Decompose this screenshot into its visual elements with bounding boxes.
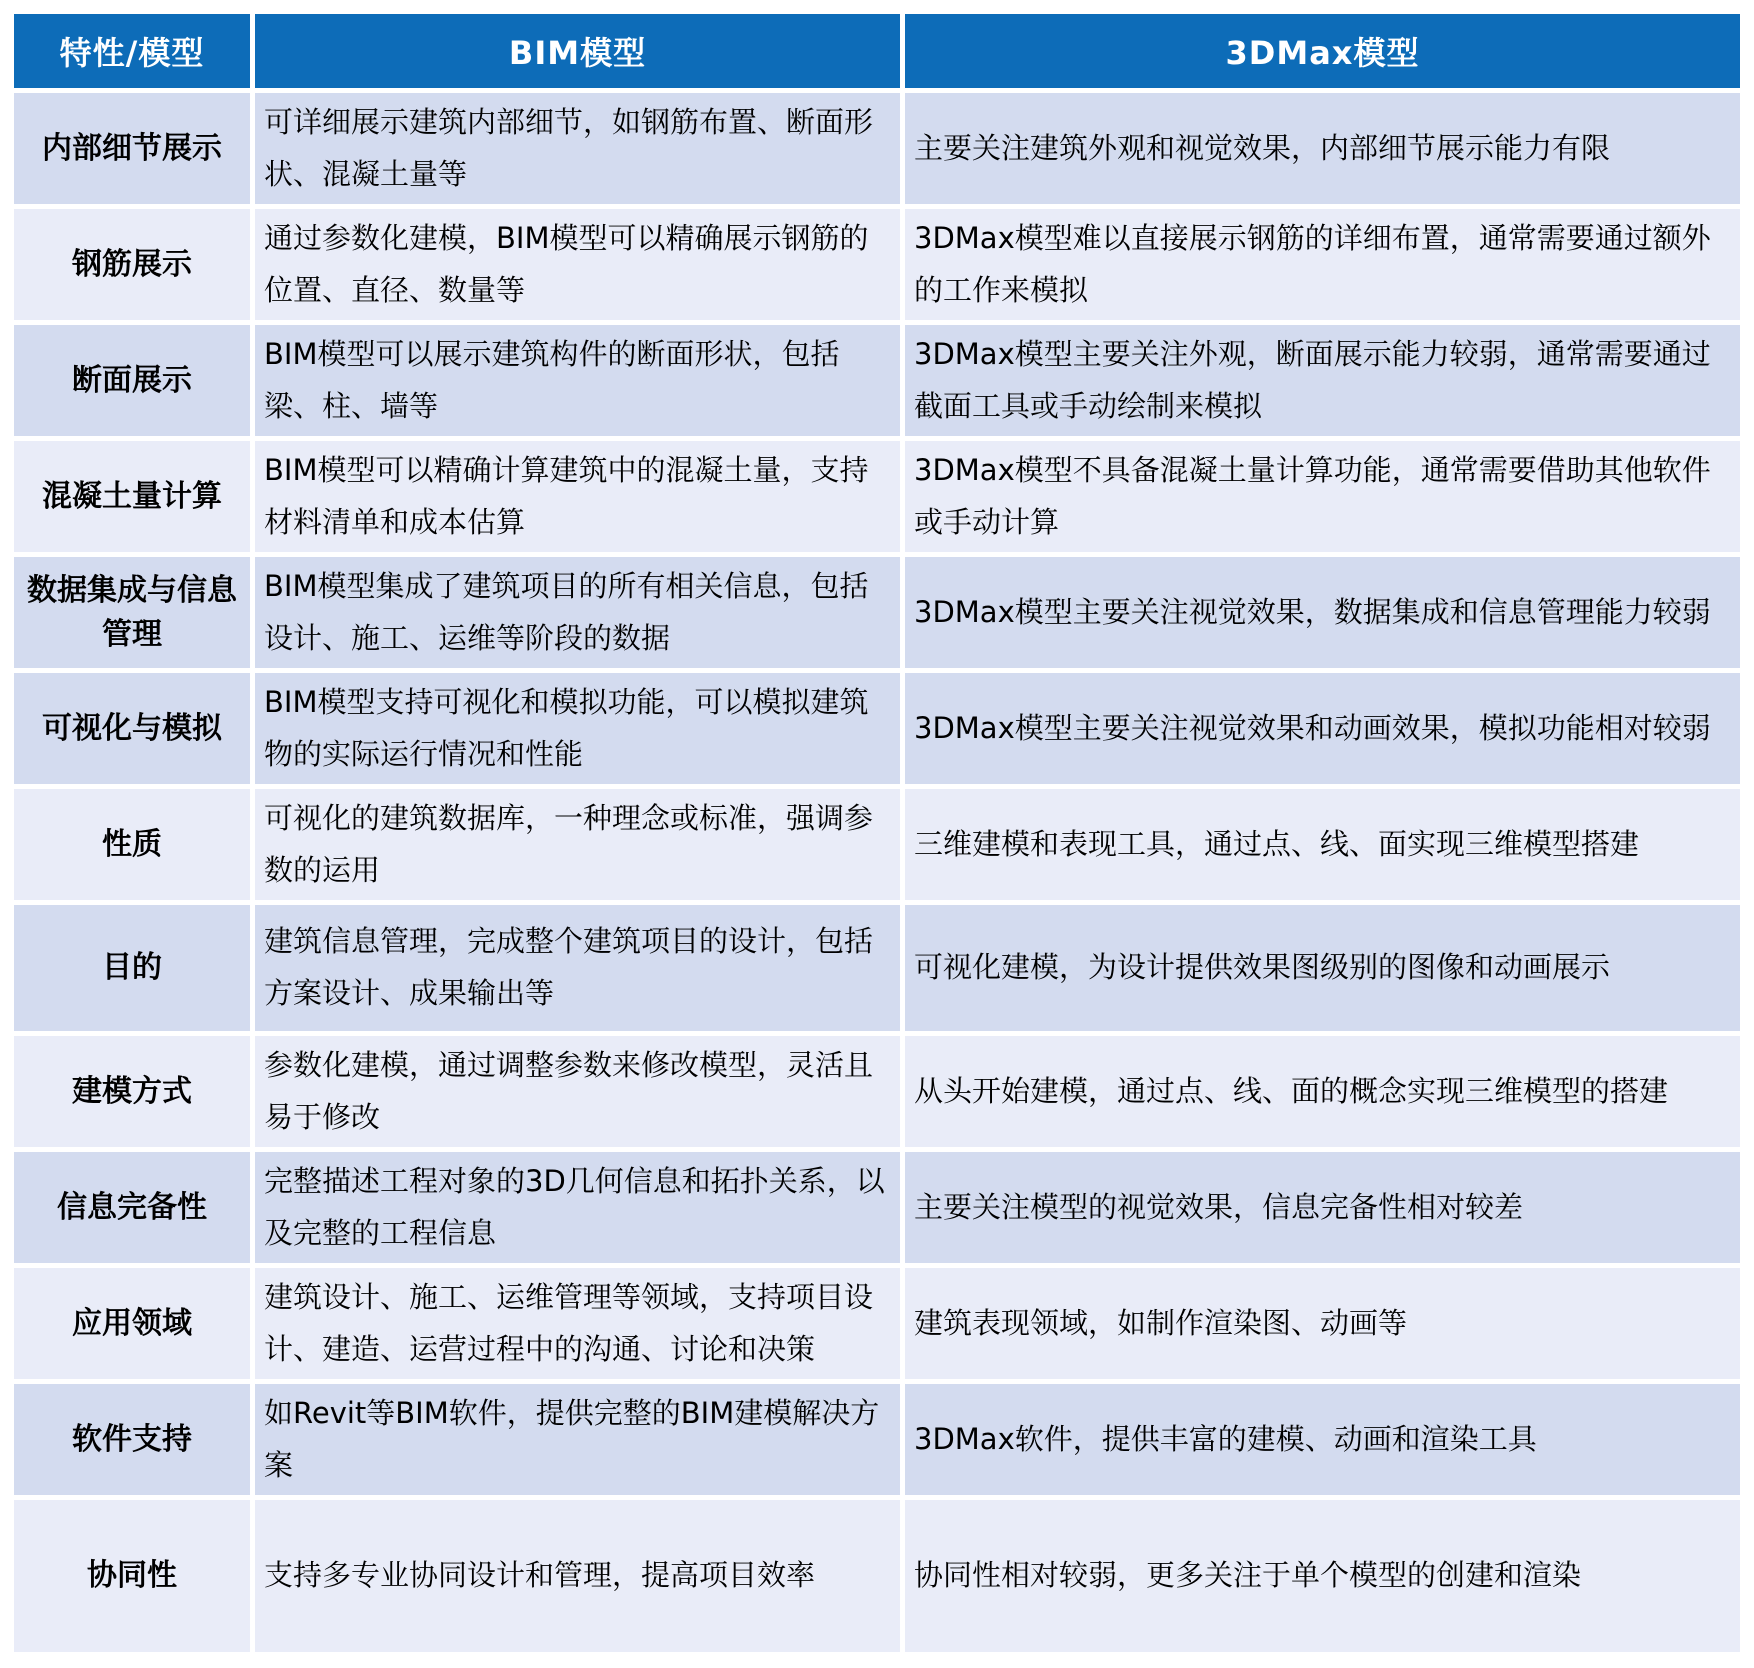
bim-value-cell: BIM模型集成了建筑项目的所有相关信息，包括设计、施工、运维等阶段的数据 <box>255 557 900 668</box>
table-row <box>14 1384 1740 1495</box>
feature-cell: 混凝土量计算 <box>14 441 250 552</box>
feature-cell: 协同性 <box>14 1500 250 1652</box>
bim-value-cell: BIM模型可以精确计算建筑中的混凝土量，支持材料清单和成本估算 <box>255 441 900 552</box>
table-row <box>14 789 1740 900</box>
feature-cell: 断面展示 <box>14 325 250 436</box>
feature-cell: 目的 <box>14 905 250 1031</box>
table-row <box>14 93 1740 204</box>
bim-value-cell: BIM模型支持可视化和模拟功能，可以模拟建筑物的实际运行情况和性能 <box>255 673 900 784</box>
header-cell-3dmax: 3DMax模型 <box>905 14 1740 88</box>
3dmax-value-cell: 3DMax模型主要关注视觉效果和动画效果，模拟功能相对较弱 <box>905 673 1740 784</box>
feature-cell: 建模方式 <box>14 1036 250 1147</box>
table-row <box>14 673 1740 784</box>
feature-cell: 钢筋展示 <box>14 209 250 320</box>
3dmax-value-cell: 3DMax模型难以直接展示钢筋的详细布置，通常需要通过额外的工作来模拟 <box>905 209 1740 320</box>
table-row <box>14 1500 1740 1652</box>
table-row <box>14 1036 1740 1147</box>
table-body <box>14 93 1740 1652</box>
3dmax-value-cell: 主要关注建筑外观和视觉效果，内部细节展示能力有限 <box>905 93 1740 204</box>
bim-value-cell: 支持多专业协同设计和管理，提高项目效率 <box>255 1500 900 1652</box>
3dmax-value-cell: 三维建模和表现工具，通过点、线、面实现三维模型搭建 <box>905 789 1740 900</box>
3dmax-value-cell: 3DMax模型主要关注外观，断面展示能力较弱，通常需要通过截面工具或手动绘制来模拟 <box>905 325 1740 436</box>
header-cell-bim: BIM模型 <box>255 14 900 88</box>
feature-cell: 性质 <box>14 789 250 900</box>
table-row <box>14 441 1740 552</box>
feature-cell: 内部细节展示 <box>14 93 250 204</box>
bim-value-cell: 建筑信息管理，完成整个建筑项目的设计，包括方案设计、成果输出等 <box>255 905 900 1031</box>
table-row <box>14 557 1740 668</box>
bim-value-cell: 可详细展示建筑内部细节，如钢筋布置、断面形状、混凝土量等 <box>255 93 900 204</box>
3dmax-value-cell: 协同性相对较弱，更多关注于单个模型的创建和渲染 <box>905 1500 1740 1652</box>
3dmax-value-cell: 建筑表现领域，如制作渲染图、动画等 <box>905 1268 1740 1379</box>
bim-value-cell: BIM模型可以展示建筑构件的断面形状，包括梁、柱、墙等 <box>255 325 900 436</box>
feature-cell: 应用领域 <box>14 1268 250 1379</box>
bim-vs-3dmax-comparison-table <box>9 9 1745 1657</box>
header-row <box>14 14 1740 88</box>
table-row <box>14 325 1740 436</box>
feature-cell: 数据集成与信息管理 <box>14 557 250 668</box>
3dmax-value-cell: 3DMax模型主要关注视觉效果，数据集成和信息管理能力较弱 <box>905 557 1740 668</box>
table-row <box>14 1152 1740 1263</box>
3dmax-value-cell: 3DMax软件，提供丰富的建模、动画和渲染工具 <box>905 1384 1740 1495</box>
bim-value-cell: 建筑设计、施工、运维管理等领域，支持项目设计、建造、运营过程中的沟通、讨论和决策 <box>255 1268 900 1379</box>
header-cell-feature: 特性/模型 <box>14 14 250 88</box>
3dmax-value-cell: 从头开始建模，通过点、线、面的概念实现三维模型的搭建 <box>905 1036 1740 1147</box>
3dmax-value-cell: 主要关注模型的视觉效果，信息完备性相对较差 <box>905 1152 1740 1263</box>
table-row <box>14 1268 1740 1379</box>
bim-value-cell: 可视化的建筑数据库，一种理念或标准，强调参数的运用 <box>255 789 900 900</box>
feature-cell: 软件支持 <box>14 1384 250 1495</box>
feature-cell: 信息完备性 <box>14 1152 250 1263</box>
table-header <box>14 14 1740 88</box>
table-row <box>14 209 1740 320</box>
3dmax-value-cell: 3DMax模型不具备混凝土量计算功能，通常需要借助其他软件或手动计算 <box>905 441 1740 552</box>
bim-value-cell: 如Revit等BIM软件，提供完整的BIM建模解决方案 <box>255 1384 900 1495</box>
3dmax-value-cell: 可视化建模，为设计提供效果图级别的图像和动画展示 <box>905 905 1740 1031</box>
bim-value-cell: 通过参数化建模，BIM模型可以精确展示钢筋的位置、直径、数量等 <box>255 209 900 320</box>
feature-cell: 可视化与模拟 <box>14 673 250 784</box>
bim-value-cell: 完整描述工程对象的3D几何信息和拓扑关系，以及完整的工程信息 <box>255 1152 900 1263</box>
bim-value-cell: 参数化建模，通过调整参数来修改模型，灵活且易于修改 <box>255 1036 900 1147</box>
table-row <box>14 905 1740 1031</box>
